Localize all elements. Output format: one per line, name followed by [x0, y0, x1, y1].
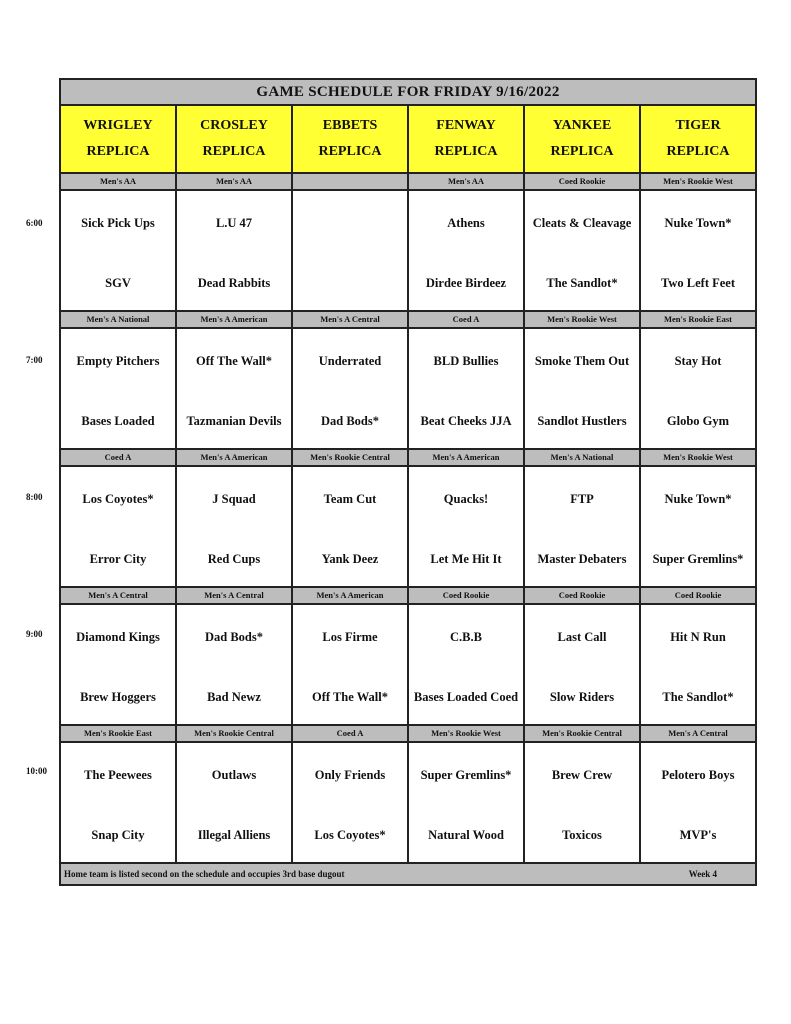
venue-header-fenway [409, 106, 525, 172]
division-label: Coed Rookie [674, 590, 722, 600]
division-label-row [61, 588, 755, 605]
schedule-sheet [59, 78, 757, 886]
game-cell [61, 329, 177, 448]
division-label: Coed Rookie [525, 588, 641, 603]
division-label: Men's Rookie Central [177, 726, 293, 741]
game-cell [409, 605, 525, 724]
home-team: The Sandlot* [546, 275, 618, 290]
home-team: Dirdee Birdeez [425, 275, 507, 290]
game-row [61, 191, 755, 312]
home-team: Sandlot Hustlers [537, 413, 627, 428]
venue-header-crosley [177, 106, 293, 172]
footer-bar [61, 864, 755, 884]
game-cell [61, 743, 177, 862]
division-label-row [61, 450, 755, 467]
time-label-9: 9:00 [26, 629, 43, 639]
venue-sub: REPLICA [434, 144, 498, 159]
venue-name: CROSLEY [200, 118, 268, 133]
game-cell [293, 191, 409, 310]
game-cell [293, 467, 409, 586]
away-team: Super Gremlins* [420, 767, 512, 782]
division-label [293, 174, 409, 189]
division-label: Men's A Central [293, 312, 409, 327]
game-cell [641, 605, 755, 724]
game-cell [409, 743, 525, 862]
away-team: Team Cut [323, 491, 377, 506]
division-label: Men's A American [177, 312, 293, 327]
division-label: Men's Rookie East [61, 726, 177, 741]
division-label: Men's AA [177, 174, 293, 189]
venue-name: TIGER [675, 118, 721, 133]
away-team: Last Call [557, 629, 607, 644]
venue-sub: REPLICA [550, 144, 614, 159]
venue-sub: REPLICA [202, 144, 266, 159]
game-cell [641, 329, 755, 448]
time-slot [61, 726, 755, 864]
away-team: Smoke Them Out [534, 353, 630, 368]
game-cell [409, 191, 525, 310]
home-team: MVP's [679, 827, 717, 842]
game-cell [525, 743, 641, 862]
time-slot [61, 450, 755, 588]
venue-header-wrigley [61, 106, 177, 172]
home-team [293, 263, 407, 303]
division-label-row [61, 726, 755, 743]
game-row [61, 467, 755, 588]
game-cell [525, 605, 641, 724]
home-team: Slow Riders [549, 689, 615, 704]
game-cell [177, 743, 293, 862]
game-cell [61, 605, 177, 724]
away-team: Sick Pick Ups [81, 215, 155, 230]
venue-sub: REPLICA [318, 144, 382, 159]
division-label: Men's A Central [61, 588, 177, 603]
away-team: The Peewees [84, 767, 152, 782]
away-team [293, 203, 407, 243]
division-label: Coed Rookie [525, 174, 641, 189]
division-label: Coed A [61, 450, 177, 465]
game-row [61, 605, 755, 726]
week-label: Week 4 [688, 869, 717, 879]
home-team: Bad Newz [207, 689, 261, 704]
home-team: The Sandlot* [662, 689, 734, 704]
schedule-title: GAME SCHEDULE FOR FRIDAY 9/16/2022 [61, 80, 755, 106]
home-team: Bases Loaded [81, 413, 155, 428]
game-cell [409, 467, 525, 586]
home-team: Super Gremlins* [652, 551, 744, 566]
division-label: Men's Rookie West [525, 312, 641, 327]
home-team: Natural Wood [428, 827, 504, 842]
home-team: Los Coyotes* [314, 827, 386, 842]
game-cell [293, 605, 409, 724]
home-team: Snap City [91, 827, 145, 842]
division-label: Men's A National [525, 450, 641, 465]
division-label: Coed A [293, 726, 409, 741]
away-team: C.B.B [450, 629, 482, 644]
venue-name: WRIGLEY [83, 118, 153, 133]
away-team: Off The Wall* [196, 353, 272, 368]
home-team: Bases Loaded Coed [413, 689, 519, 704]
time-label-6: 6:00 [26, 218, 43, 228]
away-team: Quacks! [443, 491, 489, 506]
game-cell [61, 191, 177, 310]
time-slot [61, 312, 755, 450]
away-team: FTP [570, 491, 594, 506]
division-label-row [61, 174, 755, 191]
home-team: Red Cups [207, 551, 261, 566]
division-label: Men's AA [409, 174, 525, 189]
away-team: Only Friends [314, 767, 386, 782]
home-team: Dead Rabbits [197, 275, 271, 290]
time-label-7: 7:00 [26, 355, 43, 365]
division-label: Coed A [409, 312, 525, 327]
division-label: Men's A American [293, 588, 409, 603]
game-cell [641, 191, 755, 310]
away-team: Cleats & Cleavage [532, 215, 632, 230]
home-team: Error City [89, 551, 147, 566]
away-team: Diamond Kings [76, 629, 160, 644]
home-team: Off The Wall* [312, 689, 388, 704]
away-team: Nuke Town* [664, 215, 732, 230]
home-team: Master Debaters [537, 551, 627, 566]
game-cell [525, 329, 641, 448]
away-team: Nuke Town* [664, 491, 732, 506]
venue-name: EBBETS [322, 118, 378, 133]
division-label: Men's A Central [177, 588, 293, 603]
home-team: Beat Cheeks JJA [420, 413, 512, 428]
away-team: Underrated [318, 353, 382, 368]
away-team: Hit N Run [670, 629, 726, 644]
away-team: J Squad [212, 491, 256, 506]
game-cell [293, 743, 409, 862]
home-team: Illegal Alliens [197, 827, 271, 842]
game-cell [177, 467, 293, 586]
division-label: Men's A American [409, 450, 525, 465]
home-team: Two Left Feet [660, 275, 736, 290]
away-team: BLD Bullies [433, 353, 499, 368]
game-cell [293, 329, 409, 448]
away-team: Pelotero Boys [661, 767, 735, 782]
game-cell [61, 467, 177, 586]
game-row [61, 743, 755, 864]
division-label: Men's Rookie Central [525, 726, 641, 741]
away-team: Empty Pitchers [76, 353, 160, 368]
home-team: Let Me Hit It [430, 551, 502, 566]
home-team: Yank Deez [321, 551, 379, 566]
home-team: Globo Gym [666, 413, 730, 428]
division-label: Men's Rookie East [664, 314, 732, 324]
away-team: Dad Bods* [204, 629, 263, 644]
venue-header-ebbets [293, 106, 409, 172]
division-label: Men's A National [61, 312, 177, 327]
game-cell [641, 467, 755, 586]
game-row [61, 329, 755, 450]
division-label: Men's AA [61, 174, 177, 189]
home-team: SGV [105, 275, 131, 290]
time-slots [61, 174, 755, 864]
game-cell [641, 743, 755, 862]
division-label: Men's A Central [668, 728, 728, 738]
game-cell [177, 191, 293, 310]
away-team: Los Coyotes* [82, 491, 154, 506]
home-team: Dad Bods* [320, 413, 379, 428]
venue-header-tiger [641, 106, 755, 172]
venue-sub: REPLICA [86, 144, 150, 159]
game-cell [177, 605, 293, 724]
time-label-8: 8:00 [26, 492, 43, 502]
away-team: Athens [447, 215, 485, 230]
venue-header-yankee [525, 106, 641, 172]
division-label: Men's Rookie West [663, 176, 733, 186]
away-team: Brew Crew [551, 767, 613, 782]
away-team: Los Firme [322, 629, 378, 644]
venue-name: FENWAY [436, 118, 496, 133]
division-label: Men's Rookie West [409, 726, 525, 741]
away-team: L.U 47 [215, 215, 253, 230]
time-slot [61, 174, 755, 312]
time-slot [61, 588, 755, 726]
home-team: Brew Hoggers [80, 689, 156, 704]
game-cell [525, 191, 641, 310]
venue-name: YANKEE [552, 118, 612, 133]
division-label: Coed Rookie [409, 588, 525, 603]
home-team: Tazmanian Devils [186, 413, 282, 428]
game-cell [409, 329, 525, 448]
time-label-10: 10:00 [26, 766, 47, 776]
division-label: Men's Rookie Central [293, 450, 409, 465]
game-cell [177, 329, 293, 448]
venue-sub: REPLICA [666, 144, 730, 159]
home-team: Toxicos [562, 827, 602, 842]
division-label: Men's A American [177, 450, 293, 465]
away-team: Outlaws [211, 767, 257, 782]
division-label-row [61, 312, 755, 329]
footer-note: Home team is listed second on the schedule and occupies 3rd base dugout [64, 869, 345, 879]
game-cell [525, 467, 641, 586]
away-team: Stay Hot [674, 353, 722, 368]
division-label: Men's Rookie West [663, 452, 733, 462]
venue-header-row [61, 106, 755, 174]
